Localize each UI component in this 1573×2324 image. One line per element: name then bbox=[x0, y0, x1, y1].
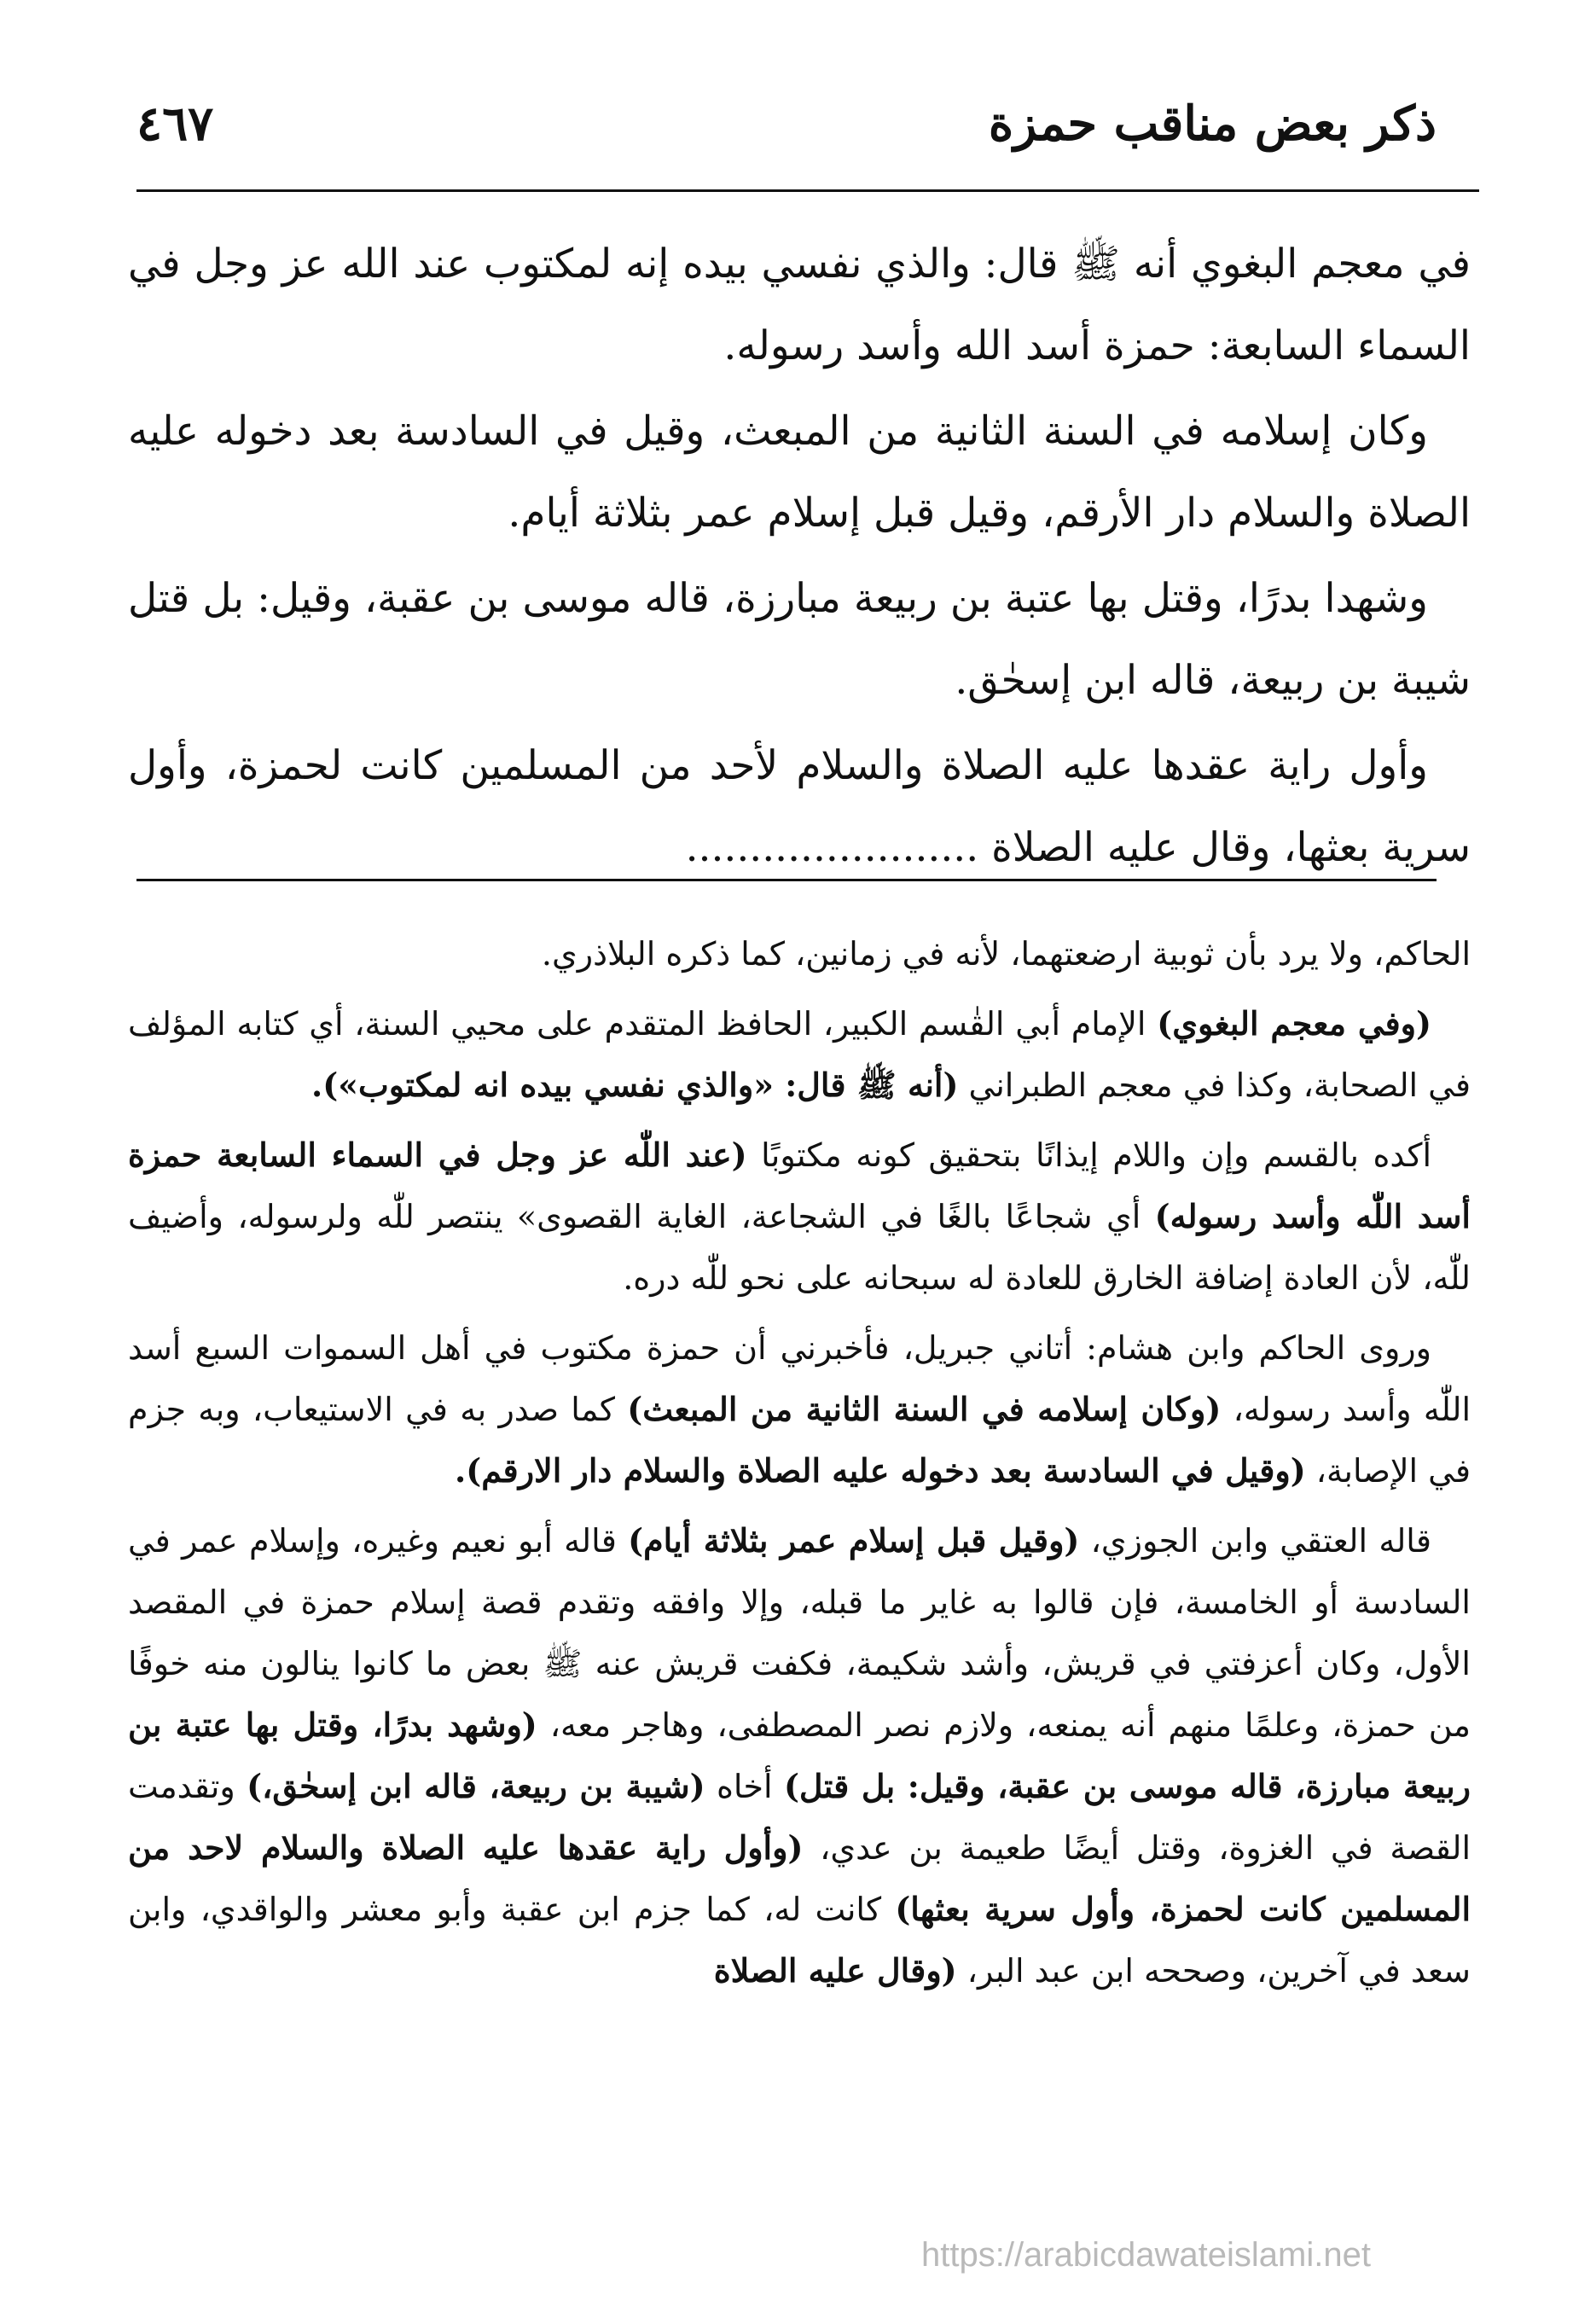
main-paragraph: في معجم البغوي أنه ﷺ قال: والذي نفسي بيده إنه لمكتوب عند الله عز وجل في السماء السابعة: حمزة أسد الله وأسد رسوله. bbox=[128, 241, 1471, 369]
header-rule bbox=[136, 189, 1479, 192]
commentary-text-run: قاله العتقي وابن الجوزي، bbox=[1079, 1522, 1432, 1560]
commentary-text-run: أكده بالقسم وإن واللام إيذانًا بتحقيق كونه مكتوبًا bbox=[746, 1136, 1431, 1174]
quoted-text: (وشهد بدرًا، وقتل بها عتبة بن ربيعة مبارزة، قاله موسى بن عقبة، وقيل: بل قتل) bbox=[128, 1705, 1471, 1805]
quoted-text: (وقال عليه الصلاة bbox=[713, 1951, 957, 1990]
commentary-paragraph: الحاكم، ولا يرد بأن ثوبية ارضعتهما، لأنه في زمانين، كما ذكره البلاذري. bbox=[541, 935, 1471, 973]
page-header bbox=[136, 94, 1437, 154]
commentary-text-run: الإمام أبي القٰسم الكبير، الحافظ المتقدم على محيي السنة، أي كتابه المؤلف في الصحابة، وكذا في معجم الطبراني bbox=[128, 1005, 1471, 1104]
running-title: ذكر بعض مناقب حمزة bbox=[988, 96, 1437, 152]
commentary-text-run: وروى الحاكم وابن هشام: أتاني جبريل، فأخبرني أن حمزة مكتوب في أهل السموات السبع أسد اللّٰه وأسد رسوله، bbox=[128, 1329, 1471, 1428]
commentary-paragraph bbox=[128, 1317, 1471, 1502]
main-paragraph: وشهدا بدرًا، وقتل بها عتبة بن ربيعة مبارزة، قاله موسى بن عقبة، وقيل: بل قتل شيبة بن ربيعة، قاله ابن إسحٰق. bbox=[128, 575, 1471, 704]
commentary-text-run: أي شجاعًا بالغًا في الشجاعة، الغاية القصوى» ينتصر للّٰه ولرسوله، وأضيف للّٰه، لأن العادة إضافة الخارق للعادة له سبحانه على نحو للّٰه دره. bbox=[128, 1198, 1471, 1297]
quoted-text: (وقيل في السادسة بعد دخوله عليه الصلاة والسلام دار الارقم). bbox=[455, 1451, 1306, 1490]
quoted-text: (أنه ﷺ قال: «والذي نفسي بيده انه لمكتوب»). bbox=[311, 1066, 959, 1104]
quoted-text: (شيبة بن ربيعة، قاله ابن إسحٰق،) bbox=[247, 1767, 705, 1805]
quoted-text: (وأول راية عقدها عليه الصلاة والسلام لاحد من المسلمين كانت لحمزة، وأول سرية بعثها) bbox=[128, 1828, 1471, 1928]
quoted-text: (وقيل قبل إسلام عمر بثلاثة أيام) bbox=[628, 1521, 1080, 1560]
commentary-paragraph bbox=[128, 1510, 1471, 2002]
page-number: ٤٦٧ bbox=[136, 96, 214, 152]
commentary-paragraph bbox=[128, 993, 1471, 1116]
quoted-text: (وفي معجم البغوي) bbox=[1157, 1004, 1432, 1043]
section-divider bbox=[136, 879, 1437, 881]
commentary-paragraph bbox=[128, 1124, 1471, 1309]
quoted-text: (وكان إسلامه في السنة الثانية من المبعث) bbox=[627, 1390, 1222, 1428]
commentary-text-run: وتقدمت القصة في الغزوة، وقتل أيضًا طعيمة بن عدي، bbox=[128, 1768, 1471, 1867]
commentary-text bbox=[128, 923, 1471, 2010]
commentary-text-run: كانت له، كما جزم ابن عقبة وأبو معشر والواقدي، وابن سعد في آخرين، وصححه ابن عبد البر، bbox=[128, 1891, 1471, 1990]
main-text bbox=[128, 224, 1471, 892]
main-paragraph: وأول راية عقدها عليه الصلاة والسلام لأحد من المسلمين كانت لحمزة، وأول سرية بعثها، وقال عليه الصلاة ....................... bbox=[128, 742, 1471, 871]
main-paragraph: وكان إسلامه في السنة الثانية من المبعث، وقيل في السادسة بعد دخوله عليه الصلاة والسلام دار الأرقم، وقيل قبل إسلام عمر بثلاثة أيام. bbox=[128, 408, 1471, 537]
quoted-text: (عند اللّٰه عز وجل في السماء السابعة حمزة أسد اللّٰه وأسد رسوله) bbox=[128, 1136, 1471, 1235]
commentary-text-run: أخاه bbox=[705, 1768, 784, 1805]
watermark-url: https://arabicdawateislami.net bbox=[921, 2236, 1371, 2274]
commentary-text-run: كما صدر به في الاستيعاب، وبه جزم في الإصابة، bbox=[128, 1391, 1471, 1490]
commentary-text-run: قاله أبو نعيم وغيره، وإسلام عمر في السادسة أو الخامسة، فإن قالوا به غاير ما قبله، وإلا وافقه وتقدم قصة إسلام حمزة في المقصد الأول، وكان أعزفتي في قريش، وأشد شكيمة، فكفت قريش عنه ﷺ بعض ما كانوا ينالون منه خوفًا من حمزة، وعلمًا منهم أنه يمنعه، ولازم نصر المصطفى، وهاجر معه، bbox=[128, 1522, 1471, 1744]
